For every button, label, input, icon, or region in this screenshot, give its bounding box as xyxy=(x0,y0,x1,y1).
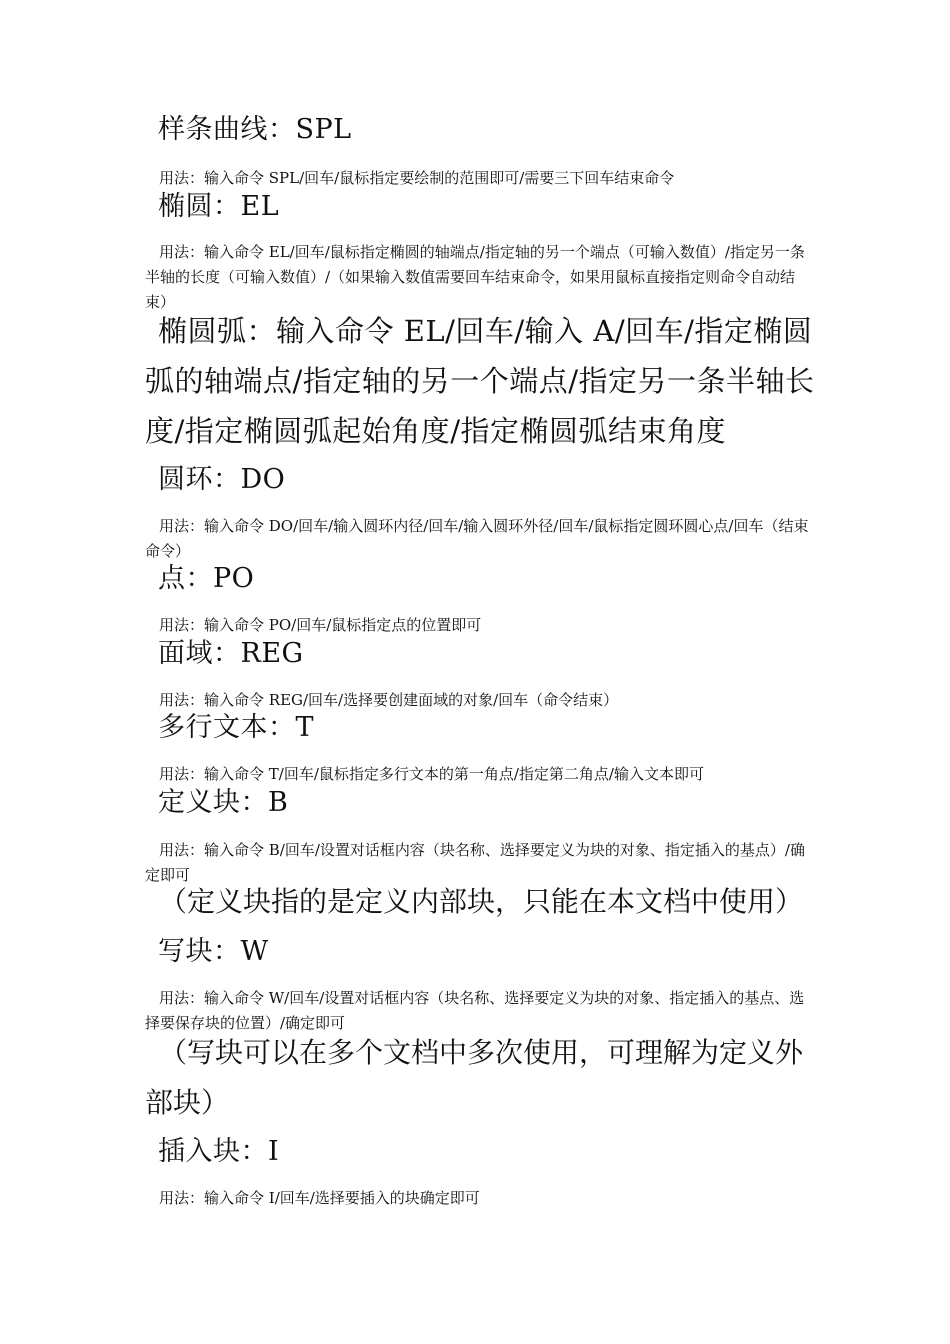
heading-mtext: 多行文本：T xyxy=(158,712,315,743)
usage-region: 用法：输入命令 REG/回车/选择要创建面域的对象/回车（命令结束） xyxy=(159,691,619,709)
heading-spline: 样条曲线：SPL xyxy=(158,114,352,145)
heading-region: 面域：REG xyxy=(158,638,304,669)
usage-donut: 用法：输入命令 DO/回车/输入圆环内径/回车/输入圆环外径/回车/鼠标指定圆环圆心点/回车（结束命令） xyxy=(145,517,809,560)
heading-block: 定义块：B xyxy=(158,787,289,818)
heading-insert: 插入块：I xyxy=(158,1136,280,1167)
usage-ellipse: 用法：输入命令 EL/回车/鼠标指定椭圆的轴端点/指定轴的另一个端点（可输入数值）/指定另一条半轴的长度（可输入数值）/（如果输入数值需要回车结束命令，如果用鼠标直接指定则命令自动结束） xyxy=(145,243,805,311)
heading-donut: 圆环：DO xyxy=(158,464,286,495)
note-wblock: （写块可以在多个文档中多次使用，可理解为定义外部块） xyxy=(145,1036,804,1119)
heading-ellipse-arc: 椭圆弧：输入命令 EL/回车/输入 A/回车/指定椭圆弧的轴端点/指定轴的另一个端点/指定另一条半轴长度/指定椭圆弧起始角度/指定椭圆弧结束角度 xyxy=(145,314,815,448)
usage-point: 用法：输入命令 PO/回车/鼠标指定点的位置即可 xyxy=(159,616,482,634)
usage-wblock: 用法：输入命令 W/回车/设置对话框内容（块名称、选择要定义为块的对象、指定插入的基点、选择要保存块的位置）/确定即可 xyxy=(145,989,805,1032)
heading-wblock: 写块：W xyxy=(158,936,269,967)
usage-mtext: 用法：输入命令 T/回车/鼠标指定多行文本的第一角点/指定第二角点/输入文本即可 xyxy=(159,765,704,783)
usage-spline: 用法：输入命令 SPL/回车/鼠标指定要绘制的范围即可/需要三下回车结束命令 xyxy=(159,169,675,187)
usage-insert: 用法：输入命令 I/回车/选择要插入的块确定即可 xyxy=(159,1189,480,1207)
usage-block: 用法：输入命令 B/回车/设置对话框内容（块名称、选择要定义为块的对象、指定插入的基点）/确定即可 xyxy=(145,841,805,884)
note-block: （定义块指的是定义内部块，只能在本文档中使用） xyxy=(159,885,804,918)
heading-ellipse: 椭圆：EL xyxy=(158,191,280,222)
heading-point: 点：PO xyxy=(158,563,255,594)
